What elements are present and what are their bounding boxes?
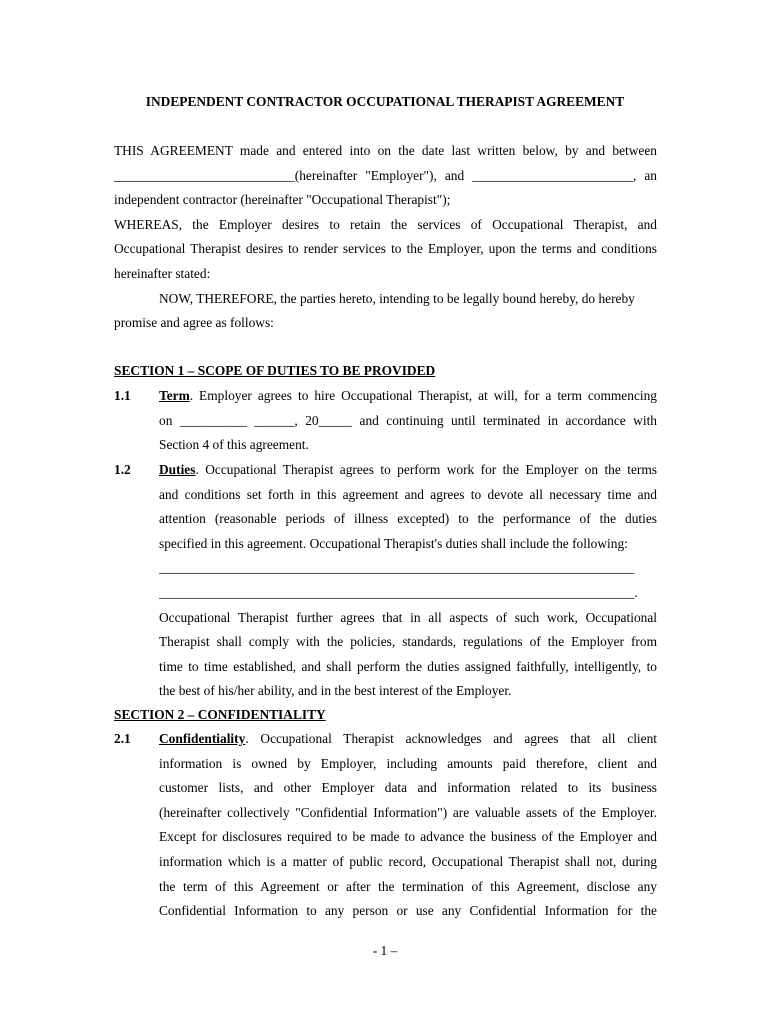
clause-text: the term of this Agreement or after the termination of this Agreement, disclose any: [159, 878, 657, 894]
section-2-heading: SECTION 2 – CONFIDENTIALITY: [114, 707, 326, 722]
clause-text: Except for disclosures required to be made to advance the business of the Employer and: [159, 829, 657, 845]
clause-1-1: [159, 384, 657, 458]
clause-text: on __________ ______, 20_____ and continuing until terminated in accordance with: [159, 412, 657, 428]
now-therefore-line: NOW, THEREFORE, the parties hereto, intending to be legally bound hereby, do hereby: [159, 290, 635, 306]
section-1-heading: SECTION 1 – SCOPE OF DUTIES TO BE PROVIDED: [114, 363, 436, 378]
whereas-line: WHEREAS, the Employer desires to retain the services of Occupational Therapist, and: [114, 216, 657, 232]
clause-number: 2.1: [114, 731, 131, 746]
clause-text: attention (reasonable periods of illness excepted) to the performance of the duties: [159, 511, 657, 527]
clause-text: . Employer agrees to hire Occupational Therapist, at will, for a term commencing: [189, 388, 657, 403]
clause-text: . Occupational Therapist acknowledges and agrees that all client: [245, 731, 657, 746]
clause-1-2: [159, 458, 657, 704]
clause-title: Term: [159, 388, 190, 403]
preamble-line: THIS AGREEMENT made and entered into on the date last written below, by and between: [114, 143, 657, 158]
preamble-line: ___________________________(hereinafter "Employer"), and ________________________, an: [114, 167, 657, 183]
clause-text: Section 4 of this agreement.: [159, 437, 309, 453]
clause-text: Occupational Therapist further agrees that in all aspects of such work, Occupational: [159, 609, 657, 625]
clause-text: information which is a matter of public record, Occupational Therapist shall not, during: [159, 853, 657, 869]
clause-text: specified in this agreement. Occupational Therapist's duties shall include the following:: [159, 535, 628, 551]
whereas-line: hereinafter stated:: [114, 265, 211, 281]
clause-2-1: [159, 727, 657, 924]
clause-text: customer lists, and other Employer data and information related to its business: [159, 780, 657, 796]
preamble: [114, 139, 657, 336]
clause-text: time to time established, and shall perform the duties assigned faithfully, intelligently, to: [159, 658, 657, 674]
clause-text: Confidential Information to any person or use any Confidential Information for the: [159, 903, 657, 919]
clause-title: Confidentiality: [159, 731, 246, 746]
clause-text: information is owned by Employer, including amounts paid therefore, client and: [159, 755, 657, 771]
clause-number: 1.2: [114, 462, 131, 477]
clause-text: (hereinafter collectively "Confidential Information") are valuable assets of the Employer.: [159, 804, 657, 820]
clause-title: Duties: [159, 462, 196, 477]
blank-line: _______________________________________________________________________: [159, 560, 635, 576]
now-therefore-line: promise and agree as follows:: [114, 315, 274, 331]
clause-text: the best of his/her ability, and in the best interest of the Employer.: [159, 683, 512, 699]
page-number: - 1 –: [372, 943, 398, 958]
whereas-line: Occupational Therapist desires to render services to the Employer, upon the terms and conditions: [114, 241, 657, 257]
blank-line: _______________________________________________________________________.: [159, 584, 638, 600]
document-title: INDEPENDENT CONTRACTOR OCCUPATIONAL THERAPIST AGREEMENT: [145, 94, 625, 109]
preamble-line: independent contractor (hereinafter "Occupational Therapist");: [114, 192, 451, 208]
clause-number: 1.1: [114, 388, 131, 403]
clause-text: and conditions set forth in this agreement and agrees to devote all necessary time and: [159, 486, 657, 502]
clause-text: . Occupational Therapist agrees to perform work for the Employer on the terms: [195, 462, 657, 477]
clause-text: Therapist shall comply with the policies, standards, regulations of the Employer from: [159, 634, 657, 650]
